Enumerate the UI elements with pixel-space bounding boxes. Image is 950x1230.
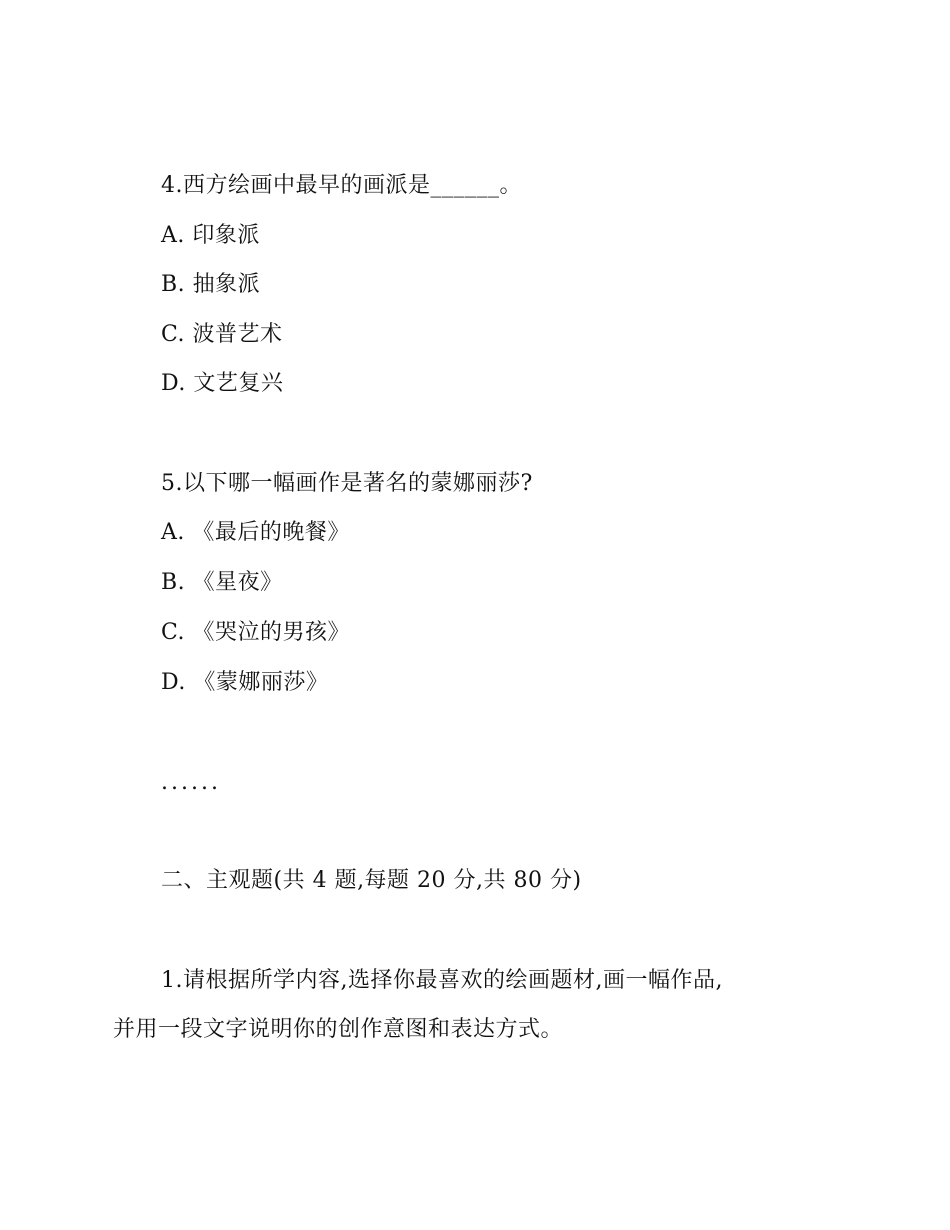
- question-4-option-b: B. 抽象派: [161, 272, 261, 297]
- question-4-stem: 4.西方绘画中最早的画派是______。: [161, 173, 522, 198]
- question-4-option-c: C. 波普艺术: [161, 322, 283, 347]
- subjective-question-1-line-2: 并用一段文字说明你的创作意图和表达方式。: [113, 1017, 564, 1042]
- question-5-stem: 5.以下哪一幅画作是著名的蒙娜丽莎?: [161, 471, 533, 496]
- question-4-option-a: A. 印象派: [161, 223, 260, 248]
- subjective-question-1-line-1: 1.请根据所学内容,选择你最喜欢的绘画题材,画一幅作品,: [161, 968, 723, 993]
- ellipsis: ......: [161, 770, 221, 795]
- question-5-option-b: B. 《星夜》: [161, 570, 283, 595]
- question-5-option-a: A. 《最后的晚餐》: [161, 520, 350, 545]
- section-2-heading: 二、主观题(共 4 题,每题 20 分,共 80 分): [161, 868, 582, 893]
- question-5-option-d: D. 《蒙娜丽莎》: [161, 670, 329, 695]
- question-4-option-d: D. 文艺复兴: [161, 371, 284, 396]
- question-5-option-c: C. 《哭泣的男孩》: [161, 620, 351, 645]
